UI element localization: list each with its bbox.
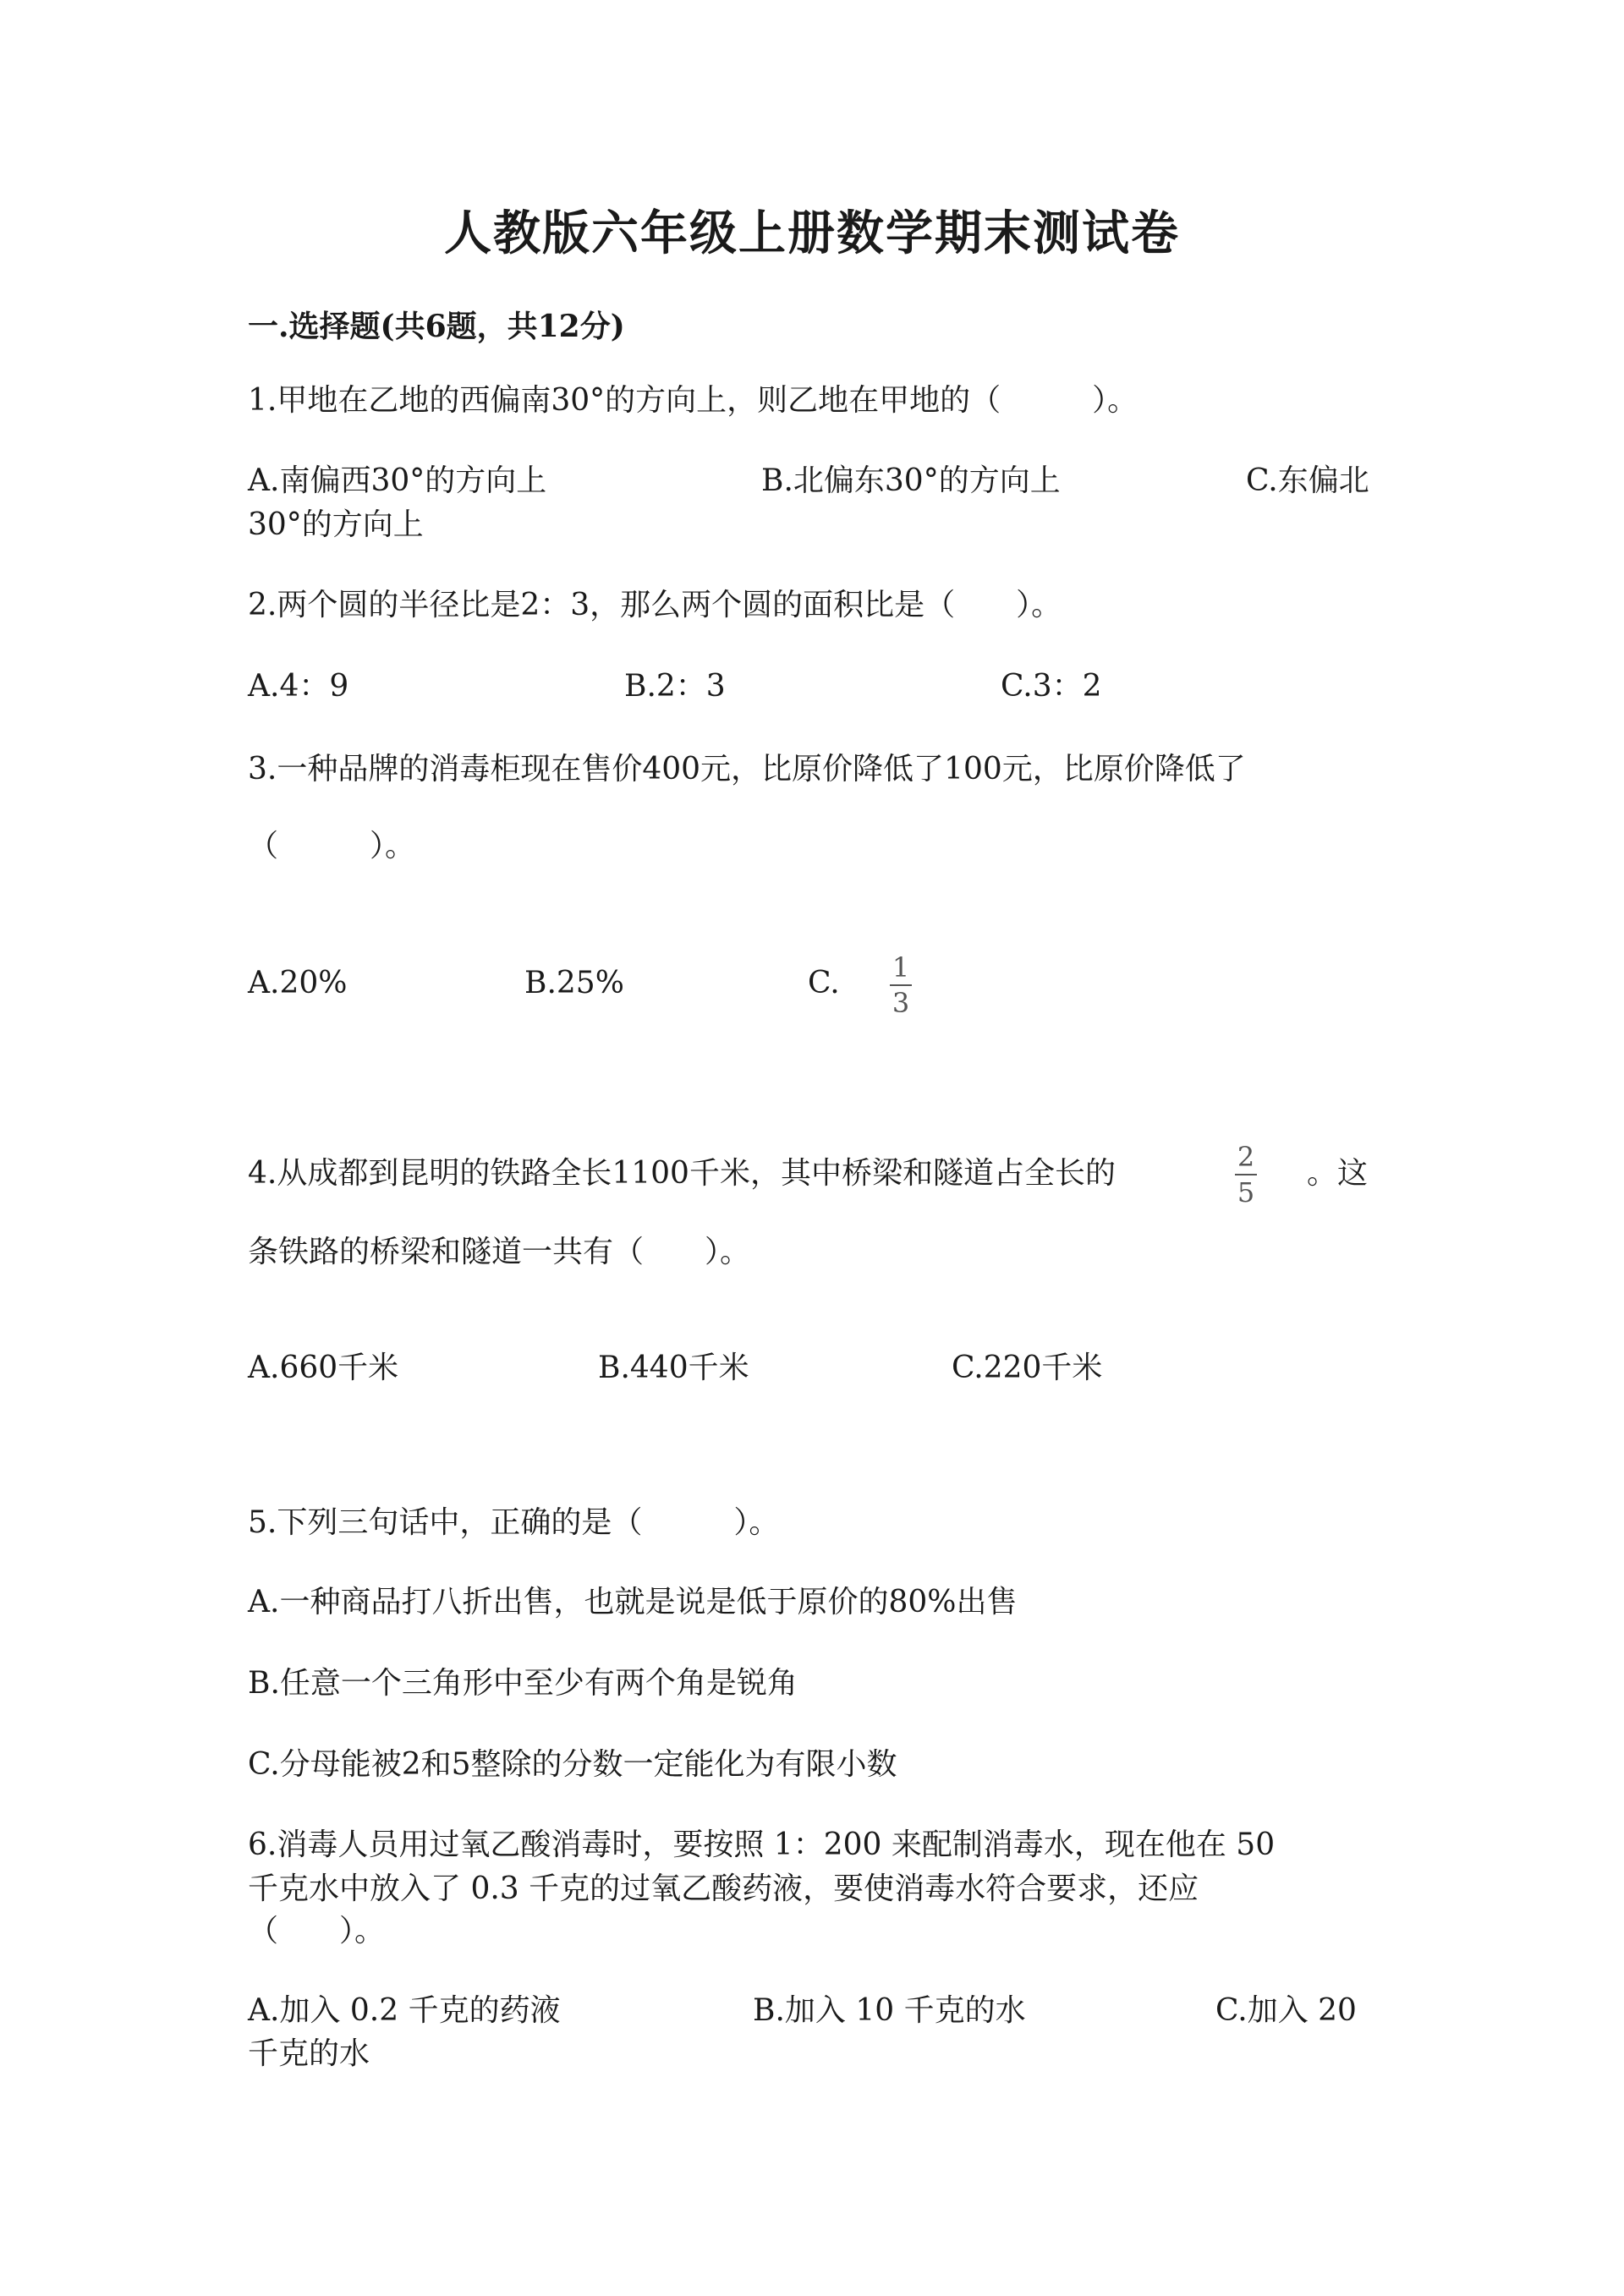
question-1-option-b: B.北偏东30°的方向上 <box>761 463 1061 498</box>
question-1-option-c-continued: 30°的方向上 <box>248 507 424 542</box>
question-1-stem: 1.甲地在乙地的西偏南30°的方向上，则乙地在甲地的（ ）。 <box>248 383 1138 418</box>
question-5-option-b: B.任意一个三角形中至少有两个角是锐角 <box>248 1666 798 1701</box>
fraction-bar <box>890 984 912 986</box>
question-3-option-b: B.25% <box>524 966 624 1000</box>
question-6-option-c-continued: 千克的水 <box>248 2036 370 2071</box>
question-6-stem-line-1: 6.消毒人员用过氧乙酸消毒时，要按照 1：200 来配制消毒水，现在他在 50 <box>248 1827 1276 1862</box>
question-4-stem-line-1: 4.从成都到昆明的铁路全长1100千米，其中桥梁和隧道占全长的 <box>248 1156 1116 1191</box>
question-6-stem-line-3: （ ）。 <box>248 1914 386 1948</box>
question-2-option-a: A.4：9 <box>248 669 349 704</box>
question-4-stem-line-2: 条铁路的桥梁和隧道一共有（ ）。 <box>248 1235 751 1269</box>
question-4-stem-line-1-end: 。这 <box>1307 1156 1369 1191</box>
fraction-numerator: 2 <box>1237 1141 1255 1173</box>
question-6-option-c: C.加入 20 <box>1215 1993 1357 2028</box>
question-2-option-b: B.2：3 <box>624 669 726 704</box>
question-2-option-c: C.3：2 <box>1001 669 1102 704</box>
question-4-option-c: C.220千米 <box>952 1351 1103 1385</box>
page-title: 人教版六年级上册数学期末测试卷 <box>444 205 1180 261</box>
question-3-option-c: C. <box>808 966 840 1000</box>
question-3-stem-line-2: （ ）。 <box>248 829 416 863</box>
question-5-stem: 5.下列三句话中，正确的是（ ）。 <box>248 1505 780 1540</box>
question-1-option-c: C.东偏北 <box>1246 463 1369 498</box>
question-6-option-a: A.加入 0.2 千克的药液 <box>248 1993 561 2028</box>
fraction-denominator: 3 <box>892 987 910 1019</box>
fraction-bar <box>1235 1174 1257 1175</box>
question-6-option-b: B.加入 10 千克的水 <box>753 1993 1026 2028</box>
question-5-option-a: A.一种商品打八折出售，也就是说是低于原价的80%出售 <box>248 1585 1018 1619</box>
question-3-stem-line-1: 3.一种品牌的消毒柜现在售价400元，比原价降低了100元，比原价降低了 <box>248 752 1246 786</box>
question-3-option-a: A.20% <box>248 966 348 1000</box>
question-4-option-b: B.440千米 <box>598 1351 749 1385</box>
question-6-stem-line-2: 千克水中放入了 0.3 千克的过氧乙酸药液，要使消毒水符合要求，还应 <box>248 1871 1199 1906</box>
question-5-option-c: C.分母能被2和5整除的分数一定能化为有限小数 <box>248 1747 897 1782</box>
question-2-stem: 2.两个圆的半径比是2：3，那么两个圆的面积比是（ ）。 <box>248 588 1062 622</box>
fraction-numerator: 1 <box>892 951 910 984</box>
question-3-option-c-fraction <box>890 952 912 1018</box>
fraction-denominator: 5 <box>1237 1176 1255 1208</box>
question-4-option-a: A.660千米 <box>248 1351 399 1385</box>
section-heading: 一.选择题(共6题，共12分) <box>248 309 625 344</box>
question-1-option-a: A.南偏西30°的方向上 <box>248 463 547 498</box>
question-4-fraction <box>1235 1142 1257 1208</box>
